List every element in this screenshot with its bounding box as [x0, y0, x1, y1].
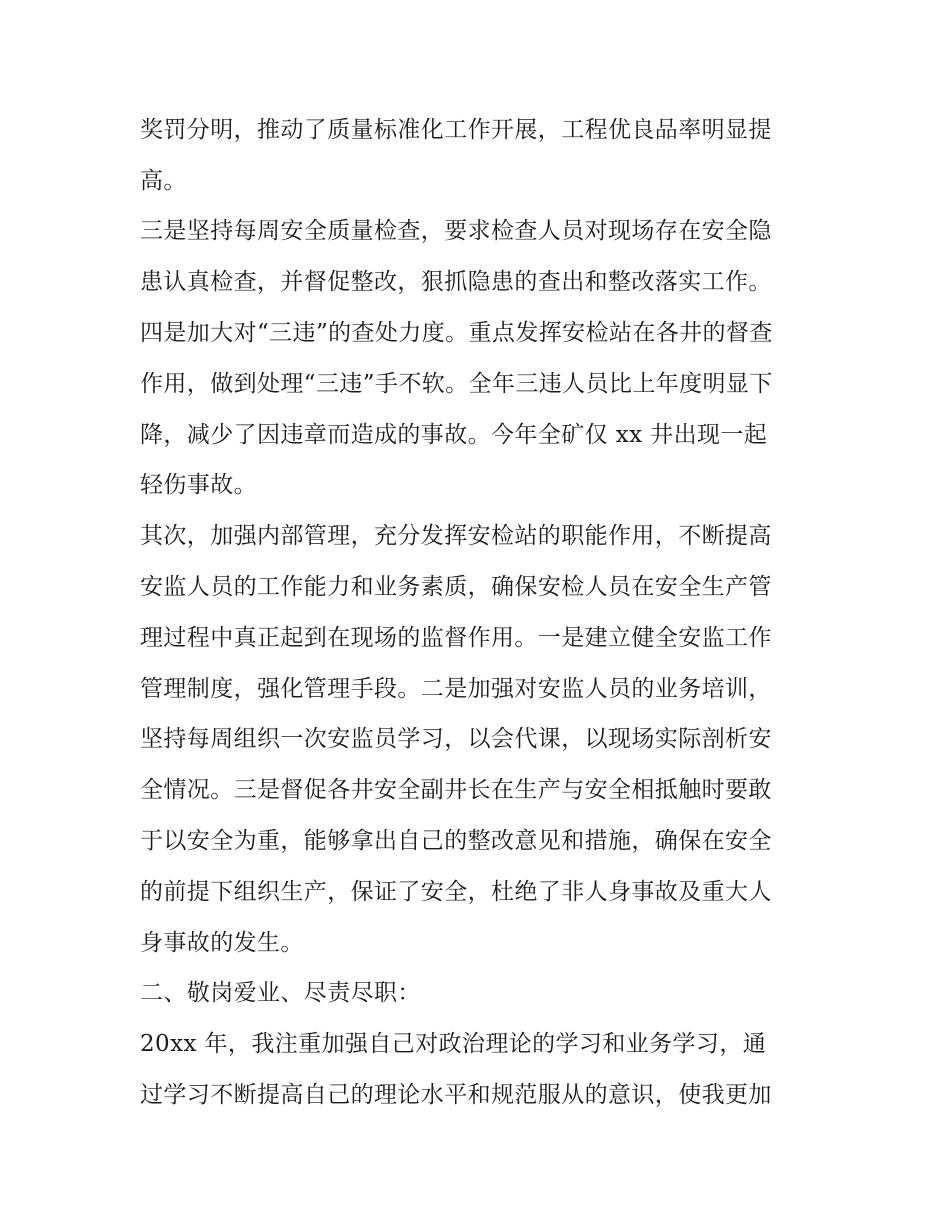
- text-line: 作用，做到处理“三违”手不软。全年三违人员比上年度明显下: [140, 371, 773, 397]
- text-line: 身事故的发生。: [140, 930, 304, 956]
- text-line: 过学习不断提高自己的理论水平和规范服从的意识，使我更加: [140, 1082, 772, 1108]
- text-line: 管理制度，强化管理手段。二是加强对安监人员的业务培训，: [140, 676, 772, 702]
- text-line: 四是加大对“三违”的查处力度。重点发挥安检站在各井的督查: [140, 320, 773, 346]
- text-line: 20xx 年，我注重加强自己对政治理论的学习和业务学习，通: [140, 1031, 767, 1057]
- text-line: 降，减少了因违章而造成的事故。今年全矿仅 xx 井出现一起: [140, 422, 768, 448]
- section-heading: 二、敬岗爱业、尽责尽职：: [140, 980, 421, 1006]
- text-line: 轻伤事故。: [140, 472, 257, 498]
- text-line: 高。: [140, 168, 187, 194]
- text-line: 全情况。三是督促各井安全副井长在生产与安全相抵触时要敢: [140, 777, 772, 803]
- text-line: 的前提下组织生产，保证了安全，杜绝了非人身事故及重大人: [140, 879, 772, 905]
- text-line: 三是坚持每周安全质量检查，要求检查人员对现场存在安全隐: [140, 218, 772, 244]
- text-line: 坚持每周组织一次安监员学习，以会代课，以现场实际剖析安: [140, 726, 772, 752]
- text-line: 于以安全为重，能够拿出自己的整改意见和措施，确保在安全: [140, 828, 772, 854]
- text-line: 安监人员的工作能力和业务素质，确保安检人员在安全生产管: [140, 574, 772, 600]
- text-line: 奖罚分明，推动了质量标准化工作开展，工程优良品率明显提: [140, 117, 772, 143]
- text-line: 其次，加强内部管理，充分发挥安检站的职能作用，不断提高: [140, 523, 772, 549]
- text-line: 患认真检查，并督促整改，狠抓隐患的查出和整改落实工作。: [140, 269, 772, 295]
- text-line: 理过程中真正起到在现场的监督作用。一是建立健全安监工作: [140, 625, 772, 651]
